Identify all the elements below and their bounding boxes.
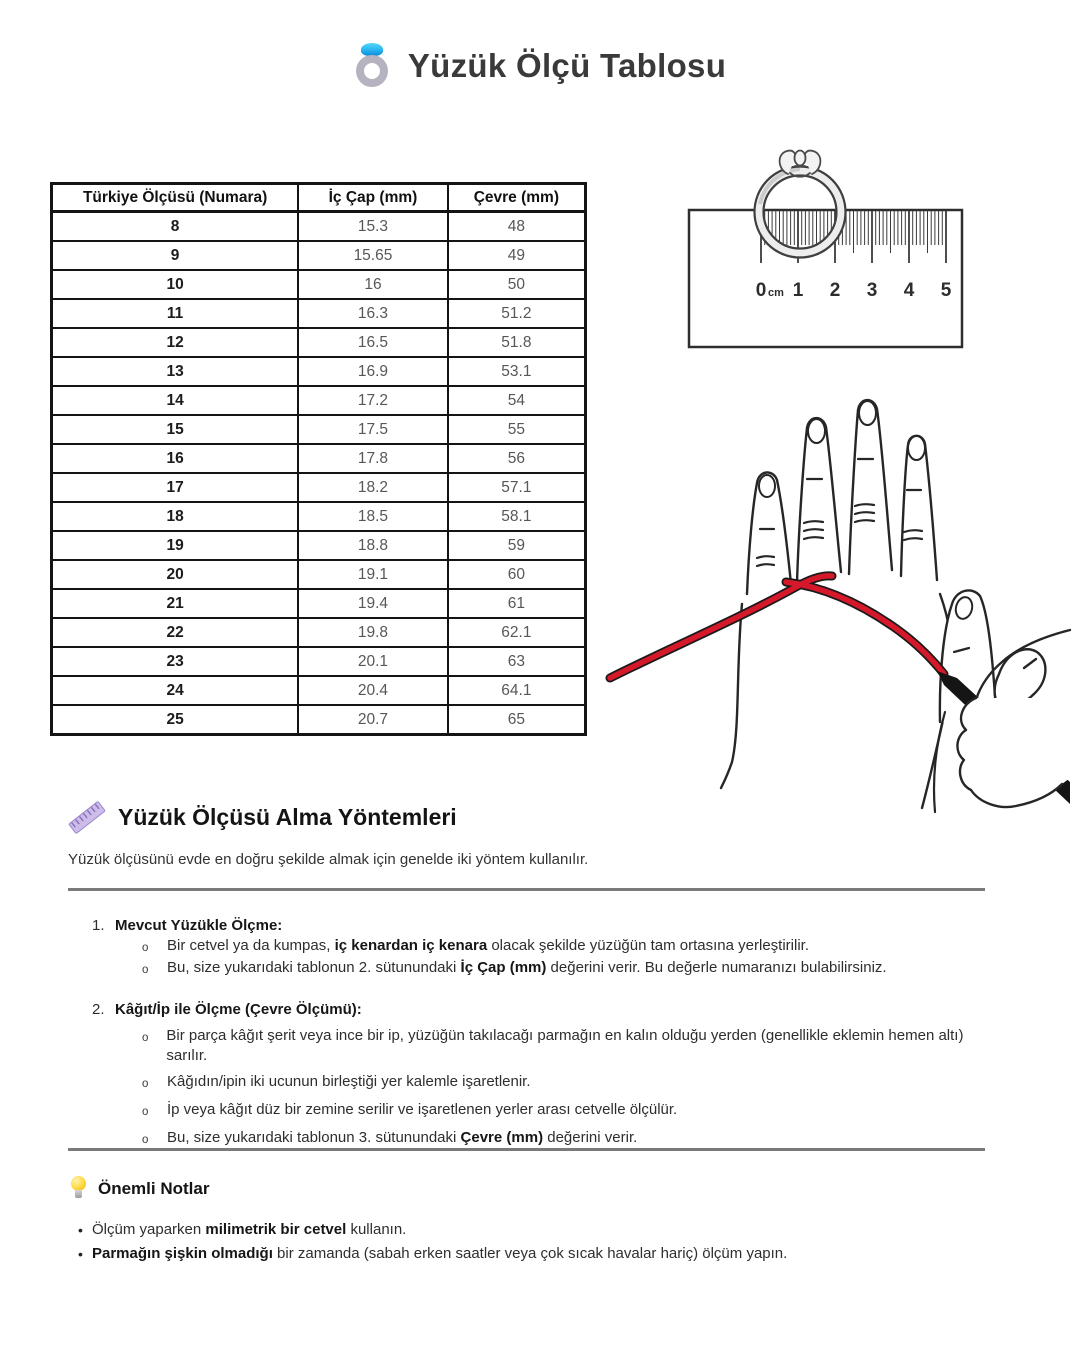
document-header: [0, 42, 1080, 90]
method-bullets: [142, 1026, 987, 1150]
table-row: [52, 589, 586, 618]
size-cell: 13: [52, 357, 299, 386]
method-item-title-text: Mevcut Yüzükle Ölçme:: [115, 917, 283, 934]
size-cell: 8: [52, 212, 299, 242]
size-cell: 25: [52, 705, 299, 735]
column-header-inner-diameter: İç Çap (mm): [298, 184, 448, 212]
circumference-cell: 63: [448, 647, 586, 676]
table-row: [52, 299, 586, 328]
table-row: [52, 415, 586, 444]
circumference-cell: 50: [448, 270, 586, 299]
lightbulb-icon: [70, 1176, 87, 1202]
method-bullet: [142, 936, 987, 958]
ring-band: [356, 55, 388, 87]
table-row: [52, 473, 586, 502]
table-header-row: [52, 184, 586, 212]
method-item: [92, 1000, 987, 1150]
bullet-marker: o: [142, 1106, 149, 1118]
table-row: [52, 705, 586, 735]
size-cell: 21: [52, 589, 299, 618]
bullet-marker: o: [142, 964, 149, 976]
diameter-cell: 16.9: [298, 357, 448, 386]
svg-text:cm: cm: [768, 287, 784, 299]
bullet-text: Kâğıdın/ipin iki ucunun birleştiği yer kalemle işaretlenir.: [167, 1073, 531, 1090]
ruler-body: [689, 210, 962, 347]
table-row: [52, 531, 586, 560]
table-row: [52, 647, 586, 676]
bullet-text: Bu, size yukarıdaki tablonun 3. sütunundaki Çevre (mm) değerini verir.: [167, 1129, 638, 1146]
svg-text:1: 1: [792, 280, 804, 301]
note-text: Ölçüm yaparken milimetrik bir cetvel kullanın.: [92, 1221, 407, 1238]
method-item-title: [92, 1000, 987, 1020]
diameter-cell: 18.5: [298, 502, 448, 531]
method-bullet: [142, 1072, 987, 1094]
circumference-cell: 54: [448, 386, 586, 415]
size-cell: 9: [52, 241, 299, 270]
diameter-cell: 16: [298, 270, 448, 299]
size-cell: 16: [52, 444, 299, 473]
table-row: [52, 618, 586, 647]
column-header-size: Türkiye Ölçüsü (Numara): [52, 184, 299, 212]
diameter-cell: 19.8: [298, 618, 448, 647]
method-bullet: [142, 958, 987, 980]
table-body: [52, 212, 586, 735]
bullet-marker: o: [142, 1032, 149, 1044]
table-row: [52, 444, 586, 473]
note-bullet: [78, 1242, 978, 1266]
method-item-title: [92, 916, 987, 936]
circumference-cell: 53.1: [448, 357, 586, 386]
method-bullet: [142, 1026, 987, 1066]
methods-section-heading: [70, 801, 457, 833]
table-row: [52, 560, 586, 589]
diameter-cell: 15.65: [298, 241, 448, 270]
svg-text:5: 5: [940, 280, 952, 301]
method-item: [92, 916, 987, 980]
circumference-cell: 55: [448, 415, 586, 444]
method-item-number: 2.: [92, 1001, 105, 1018]
circumference-cell: 49: [448, 241, 586, 270]
diameter-cell: 20.4: [298, 676, 448, 705]
circumference-cell: 62.1: [448, 618, 586, 647]
section-divider-top: [68, 888, 985, 891]
circumference-cell: 56: [448, 444, 586, 473]
size-cell: 17: [52, 473, 299, 502]
size-cell: 12: [52, 328, 299, 357]
table-row: [52, 212, 586, 242]
bullet-marker: o: [142, 942, 149, 954]
size-cell: 11: [52, 299, 299, 328]
diameter-cell: 17.5: [298, 415, 448, 444]
svg-text:2: 2: [829, 280, 841, 301]
bullet-text: Bir cetvel ya da kumpas, iç kenardan iç kenara olacak şekilde yüzüğün tam ortasına yerleştirilir.: [167, 937, 809, 954]
circumference-cell: 60: [448, 560, 586, 589]
ring-size-table: [50, 182, 587, 736]
diameter-cell: 20.7: [298, 705, 448, 735]
size-cell: 10: [52, 270, 299, 299]
circumference-cell: 65: [448, 705, 586, 735]
svg-text:3: 3: [866, 280, 878, 301]
notes-list: [78, 1218, 978, 1266]
table-row: [52, 328, 586, 357]
bullet-text: Bir parça kâğıt şerit veya ince bir ip, yüzüğün takılacağı parmağın en kalın olduğu yerden (genellikle eklemin hemen altı) sarılır.: [166, 1027, 964, 1064]
diameter-cell: 18.8: [298, 531, 448, 560]
ruler-icon: [70, 801, 104, 833]
size-cell: 15: [52, 415, 299, 444]
bullet-marker: o: [142, 1078, 149, 1090]
hand-string-measurement-illustration: [600, 382, 1072, 818]
column-header-circumference: Çevre (mm): [448, 184, 586, 212]
circumference-cell: 48: [448, 212, 586, 242]
diameter-cell: 19.1: [298, 560, 448, 589]
size-cell: 20: [52, 560, 299, 589]
svg-text:4: 4: [903, 280, 915, 301]
size-cell: 19: [52, 531, 299, 560]
circumference-cell: 61: [448, 589, 586, 618]
note-text: Parmağın şişkin olmadığı bir zamanda (sabah erken saatler veya çok sıcak havalar hariç) ölçüm yapın.: [92, 1245, 788, 1262]
note-bullet: [78, 1218, 978, 1242]
section-divider-bottom: [68, 1148, 985, 1151]
bullet-text: Bu, size yukarıdaki tablonun 2. sütunundaki İç Çap (mm) değerini verir. Bu değerle numaranızı bulabilirsiniz.: [167, 959, 887, 976]
size-cell: 22: [52, 618, 299, 647]
diameter-cell: 16.3: [298, 299, 448, 328]
bullet-marker: •: [78, 1222, 83, 1238]
diameter-cell: 18.2: [298, 473, 448, 502]
table-row: [52, 502, 586, 531]
table-row: [52, 386, 586, 415]
diameter-cell: 17.8: [298, 444, 448, 473]
circumference-cell: 57.1: [448, 473, 586, 502]
ruler-icon-bar: [68, 801, 106, 835]
circumference-cell: 64.1: [448, 676, 586, 705]
notes-section-heading: [70, 1176, 209, 1202]
methods-list: [92, 916, 987, 1150]
circumference-cell: 51.8: [448, 328, 586, 357]
diameter-cell: 16.5: [298, 328, 448, 357]
size-cell: 18: [52, 502, 299, 531]
table-row: [52, 357, 586, 386]
table-row: [52, 241, 586, 270]
table-row: [52, 270, 586, 299]
method-bullets: [142, 936, 987, 980]
method-bullet: [142, 1100, 987, 1122]
page-title: Yüzük Ölçü Tablosu: [407, 47, 727, 84]
diameter-cell: 15.3: [298, 212, 448, 242]
methods-heading-text: Yüzük Ölçüsü Alma Yöntemleri: [118, 803, 457, 830]
method-item-number: 1.: [92, 917, 105, 934]
ring-on-ruler-illustration: [656, 138, 976, 360]
method-bullet: [142, 1128, 987, 1150]
diameter-cell: 17.2: [298, 386, 448, 415]
ring-icon: [354, 42, 390, 90]
size-cell: 14: [52, 386, 299, 415]
circumference-cell: 59: [448, 531, 586, 560]
methods-intro: Yüzük ölçüsünü evde en doğru şekilde almak için genelde iki yöntem kullanılır.: [68, 851, 589, 868]
bullet-marker: o: [142, 1134, 149, 1146]
size-cell: 24: [52, 676, 299, 705]
diameter-cell: 19.4: [298, 589, 448, 618]
table-row: [52, 676, 586, 705]
diameter-cell: 20.1: [298, 647, 448, 676]
circumference-cell: 51.2: [448, 299, 586, 328]
svg-text:0: 0: [755, 280, 767, 301]
bullet-marker: •: [78, 1246, 83, 1262]
bullet-text: İp veya kâğıt düz bir zemine serilir ve işaretlenen yerler arası cetvelle ölçülür.: [167, 1101, 678, 1118]
circumference-cell: 58.1: [448, 502, 586, 531]
method-item-title-text: Kâğıt/İp ile Ölçme (Çevre Ölçümü):: [115, 1001, 362, 1018]
notes-heading-text: Önemli Notlar: [98, 1179, 210, 1198]
size-cell: 23: [52, 647, 299, 676]
